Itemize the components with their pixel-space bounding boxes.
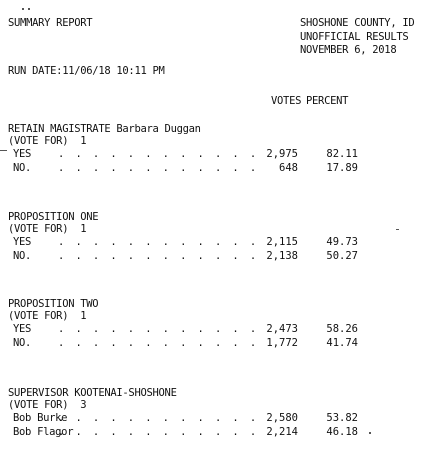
vote-percent: 46.18 <box>326 426 358 438</box>
result-row <box>8 426 388 440</box>
vote-count: 2,214 <box>266 426 298 438</box>
vote-count: 2,115 <box>266 236 298 248</box>
percent-column-header: PERCENT <box>306 95 349 107</box>
result-row <box>8 148 388 162</box>
scan-speck <box>369 432 371 434</box>
vote-percent: 41.74 <box>326 337 358 349</box>
choice-name: NO. <box>13 250 32 262</box>
vote-count: 1,772 <box>266 337 298 349</box>
report-title: SUMMARY REPORT <box>8 17 93 29</box>
result-row <box>8 412 388 426</box>
scan-speck <box>0 150 7 151</box>
vote-percent: 82.11 <box>326 148 358 160</box>
result-row <box>8 236 388 250</box>
result-row <box>8 323 388 337</box>
choice-name: NO. <box>13 162 32 174</box>
vote-count: 2,138 <box>266 250 298 262</box>
dot-leader: . . . . . . . . . . . . <box>58 250 259 262</box>
vote-percent: 53.82 <box>326 412 358 424</box>
race-title: PROPOSITION ONE <box>8 211 99 223</box>
county-name: SHOSHONE COUNTY, ID <box>300 17 415 29</box>
scan-speck <box>28 8 30 10</box>
scan-speck <box>22 8 24 10</box>
vote-count: 2,473 <box>266 323 298 335</box>
result-row <box>8 162 388 176</box>
race-proposition-two <box>8 298 388 351</box>
race-title: RETAIN MAGISTRATE Barbara Duggan <box>8 123 201 135</box>
county-header <box>300 17 414 58</box>
vote-for-label: (VOTE FOR) 3 <box>8 399 87 411</box>
results-status: UNOFFICIAL RESULTS <box>300 30 409 43</box>
race-supervisor-kootenai-shoshone <box>8 387 388 440</box>
race-retain-magistrate <box>8 123 388 176</box>
dot-leader: . . . . . . . . . . . . <box>58 412 259 424</box>
votes-column-header: VOTES <box>271 95 302 107</box>
vote-count: 2,580 <box>266 412 298 424</box>
vote-percent: 58.26 <box>326 323 358 335</box>
scan-speck <box>396 229 399 230</box>
dot-leader: . . . . . . . . . . . . <box>58 162 259 174</box>
vote-count: 2,975 <box>266 148 298 160</box>
race-title: SUPERVISOR KOOTENAI-SHOSHONE <box>8 387 177 399</box>
election-date: NOVEMBER 6, 2018 <box>300 44 397 56</box>
race-title: PROPOSITION TWO <box>8 298 99 310</box>
choice-name: Bob Burke <box>13 412 68 424</box>
choice-name: YES <box>13 148 32 160</box>
vote-for-label: (VOTE FOR) 1 <box>8 310 87 322</box>
dot-leader: . . . . . . . . . . . . <box>58 337 259 349</box>
dot-leader: . . . . . . . . . . . . <box>58 323 259 335</box>
vote-percent: 50.27 <box>326 250 358 262</box>
dot-leader: . . . . . . . . . . . . <box>58 426 259 438</box>
result-row <box>8 337 388 351</box>
choice-name: NO. <box>13 337 32 349</box>
choice-name: YES <box>13 236 32 248</box>
choice-name: YES <box>13 323 32 335</box>
vote-for-label: (VOTE FOR) 1 <box>8 223 87 235</box>
vote-percent: 17.89 <box>326 162 358 174</box>
race-proposition-one <box>8 211 388 264</box>
result-row <box>8 250 388 264</box>
vote-count: 648 <box>279 162 298 174</box>
dot-leader: . . . . . . . . . . . . <box>58 236 259 248</box>
vote-percent: 49.73 <box>326 236 358 248</box>
run-date: RUN DATE:11/06/18 10:11 PM <box>8 65 165 77</box>
vote-for-label: (VOTE FOR) 1 <box>8 135 87 147</box>
choice-name: Bob Flagor <box>13 426 74 438</box>
dot-leader: . . . . . . . . . . . . <box>58 148 259 160</box>
